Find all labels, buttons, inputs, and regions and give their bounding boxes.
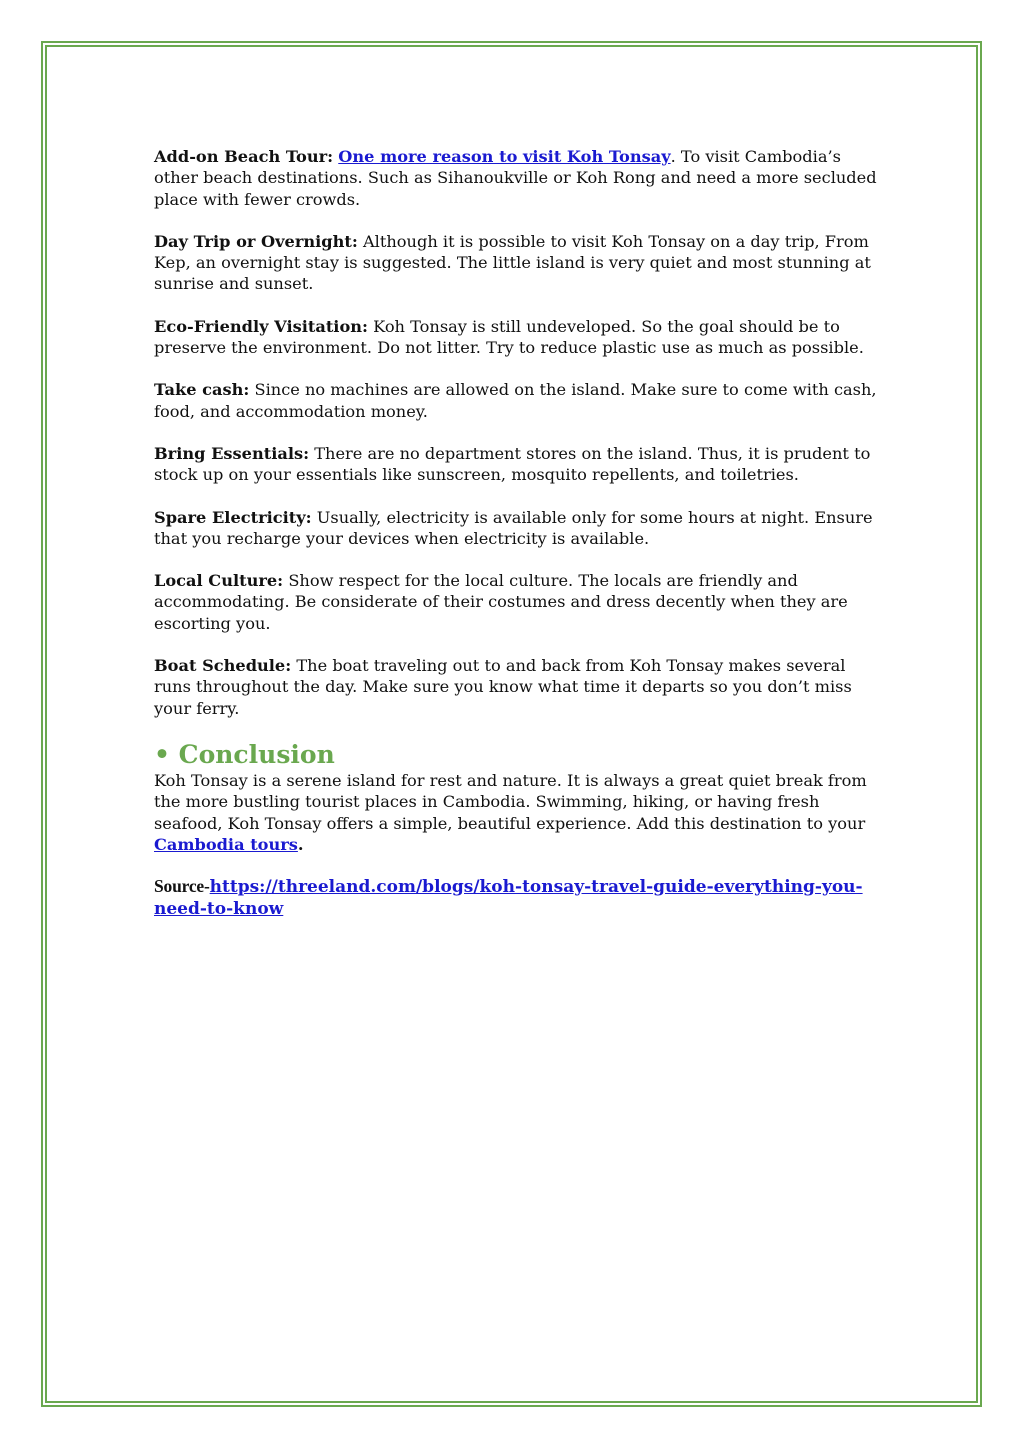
conclusion-period: . (297, 834, 304, 854)
conclusion-heading: • Conclusion (154, 739, 335, 769)
tip-text: Koh Tonsay is still undeveloped. So the goal should be to preserve the environment. Do not litter. Try to reduce plastic use as much as possible. (154, 316, 864, 358)
conclusion-paragraph (154, 770, 884, 855)
tip-label: Spare Electricity: (154, 507, 312, 527)
tip-take-cash (154, 379, 884, 422)
conclusion-text: Koh Tonsay is a serene island for rest and nature. It is always a great quiet break from the more bustling tourist places in Cambodia. Swimming, hiking, or having fresh seafood, Koh Tonsay offers a simple, beautiful experience. Add this destination to your (154, 770, 867, 833)
tip-bring-essentials (154, 443, 884, 486)
tip-text: Show respect for the local culture. The locals are friendly and accommodating. Be considerate of their costumes and dress decently when they are escorting you. (154, 571, 848, 633)
tip-day-trip (154, 231, 884, 295)
tip-text: Although it is possible to visit Koh Tonsay on a day trip, From Kep, an overnight stay is suggested. The little island is very quiet and most stunning at sunrise and sunset. (154, 231, 871, 294)
source-url-link[interactable]: https://threeland.com/blogs/koh-tonsay-travel-guide-everything-you-need-to-know (154, 877, 863, 919)
tip-text: Since no machines are allowed on the island. Make sure to come with cash, food, and accommodation money. (154, 380, 877, 421)
tip-eco-friendly (154, 316, 884, 359)
source-line (154, 876, 884, 920)
tip-text: Usually, electricity is available only for some hours at night. Ensure that you recharge your devices when electricity is available. (154, 507, 873, 548)
tip-add-on-beach-tour (154, 146, 884, 210)
tip-boat-schedule (154, 655, 884, 719)
source-label: Source- (154, 876, 210, 897)
tip-label: Boat Schedule: (154, 656, 292, 676)
tip-text: There are no department stores on the island. Thus, it is prudent to stock up on your essentials like sunscreen, mosquito repellents, and toiletries. (154, 443, 871, 485)
cambodia-tours-link[interactable]: Cambodia tours (154, 834, 298, 854)
tip-label: Add-on Beach Tour: (154, 147, 334, 166)
tip-label: Take cash: (154, 380, 250, 400)
tip-text: The boat traveling out to and back from Koh Tonsay makes several runs throughout the day. Make sure you know what time it departs so you don’t miss your ferry. (154, 656, 852, 718)
tip-label: Eco-Friendly Visitation: (154, 316, 368, 336)
tip-label: Day Trip or Overnight: (154, 231, 358, 251)
tip-text: . To visit Cambodia’s other beach destinations. Such as Sihanoukville or Koh Rong and need a more secluded place with fewer crowds. (154, 147, 877, 209)
tip-spare-electricity (154, 507, 884, 550)
tip-label: Local Culture: (154, 571, 284, 591)
tip-local-culture (154, 570, 884, 634)
tip-label: Bring Essentials: (154, 443, 310, 463)
koh-tonsay-reason-link[interactable]: One more reason to visit Koh Tonsay (338, 147, 671, 166)
document-body (154, 146, 884, 920)
